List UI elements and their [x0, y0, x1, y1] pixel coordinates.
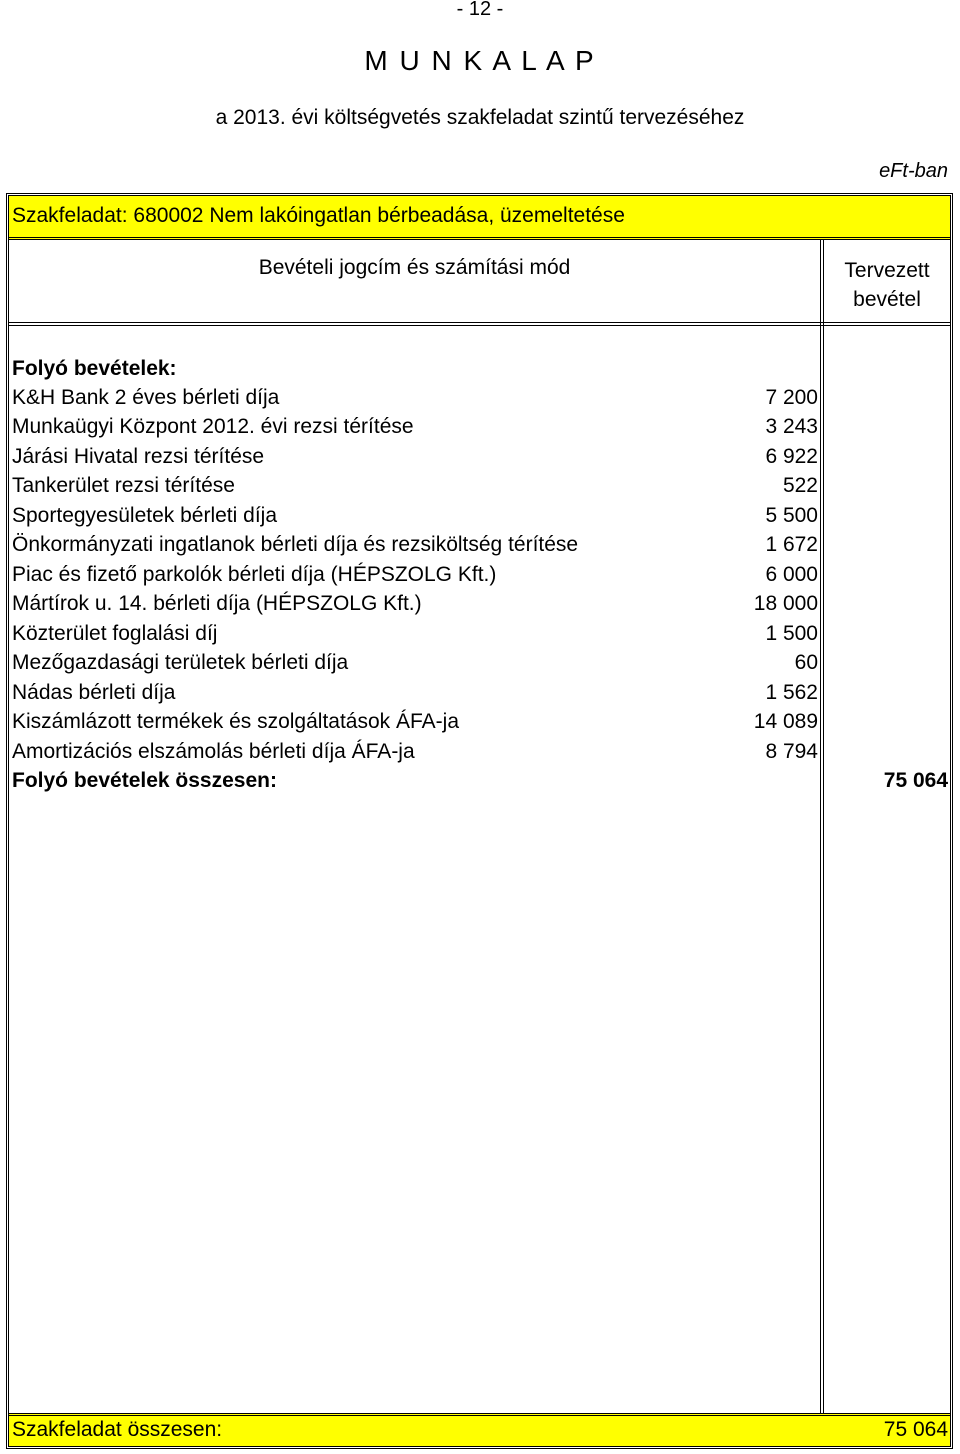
row-label: Nádas bérleti díja	[12, 681, 176, 704]
row-label: Közterület foglalási díj	[12, 622, 218, 645]
row-label: Tankerület rezsi térítése	[12, 474, 235, 497]
column-header-planned-income-line1: Tervezett	[844, 259, 930, 282]
row-label: Piac és fizető parkolók bérleti díja (HÉPSZOLG Kft.)	[12, 563, 497, 586]
row-label: Önkormányzati ingatlanok bérleti díja és rezsiköltség térítése	[12, 533, 579, 556]
row-label: Kiszámlázott termékek és szolgáltatások ÁFA-ja	[12, 710, 460, 733]
row-label: Mezőgazdasági területek bérleti díja	[12, 651, 349, 674]
section-total-label: Folyó bevételek összesen:	[12, 769, 277, 792]
page-subtitle: a 2013. évi költségvetés szakfeladat szintű tervezéséhez	[215, 106, 745, 129]
row-value: 1 672	[765, 533, 818, 556]
row-label: Sportegyesületek bérleti díja	[12, 504, 277, 527]
row-value: 7 200	[765, 386, 818, 409]
row-value: 522	[782, 474, 818, 497]
grand-total-value: 75 064	[883, 1418, 948, 1441]
header-row-border	[9, 322, 950, 326]
worksheet-frame	[6, 193, 953, 1449]
row-value: 1 562	[765, 681, 818, 704]
row-label: Járási Hivatal rezsi térítése	[12, 445, 265, 468]
row-label: Mártírok u. 14. bérleti díja (HÉPSZOLG Kft.)	[12, 592, 422, 615]
row-value: 1 500	[765, 622, 818, 645]
row-value: 6 922	[765, 445, 818, 468]
row-label: K&H Bank 2 éves bérleti díja	[12, 386, 280, 409]
column-header-description: Bevételi jogcím és számítási mód	[258, 256, 571, 279]
column-header-planned-income-line2: bevétel	[853, 288, 921, 311]
page-title: M U N K A L A P	[364, 45, 596, 76]
row-value: 3 243	[765, 415, 818, 438]
row-label: Amortizációs elszámolás bérleti díja ÁFA-ja	[12, 740, 415, 763]
row-label: Munkaügyi Központ 2012. évi rezsi térítése	[12, 415, 414, 438]
column-header-planned-income	[824, 256, 950, 314]
row-value: 5 500	[765, 504, 818, 527]
row-value: 18 000	[753, 592, 818, 615]
row-value: 6 000	[765, 563, 818, 586]
row-value: 8 794	[765, 740, 818, 763]
row-value: 14 089	[753, 710, 818, 733]
row-value: 60	[794, 651, 818, 674]
szakfeladat-label: Szakfeladat: 680002 Nem lakóingatlan bérbeadása, üzemeltetése	[12, 204, 625, 227]
grand-total-label: Szakfeladat összesen:	[12, 1418, 223, 1441]
column-divider	[820, 240, 824, 1413]
page-number: - 12 -	[456, 0, 504, 20]
section-total-value: 75 064	[883, 769, 948, 792]
unit-label: eFt-ban	[879, 160, 948, 182]
section-title: Folyó bevételek:	[12, 357, 177, 380]
